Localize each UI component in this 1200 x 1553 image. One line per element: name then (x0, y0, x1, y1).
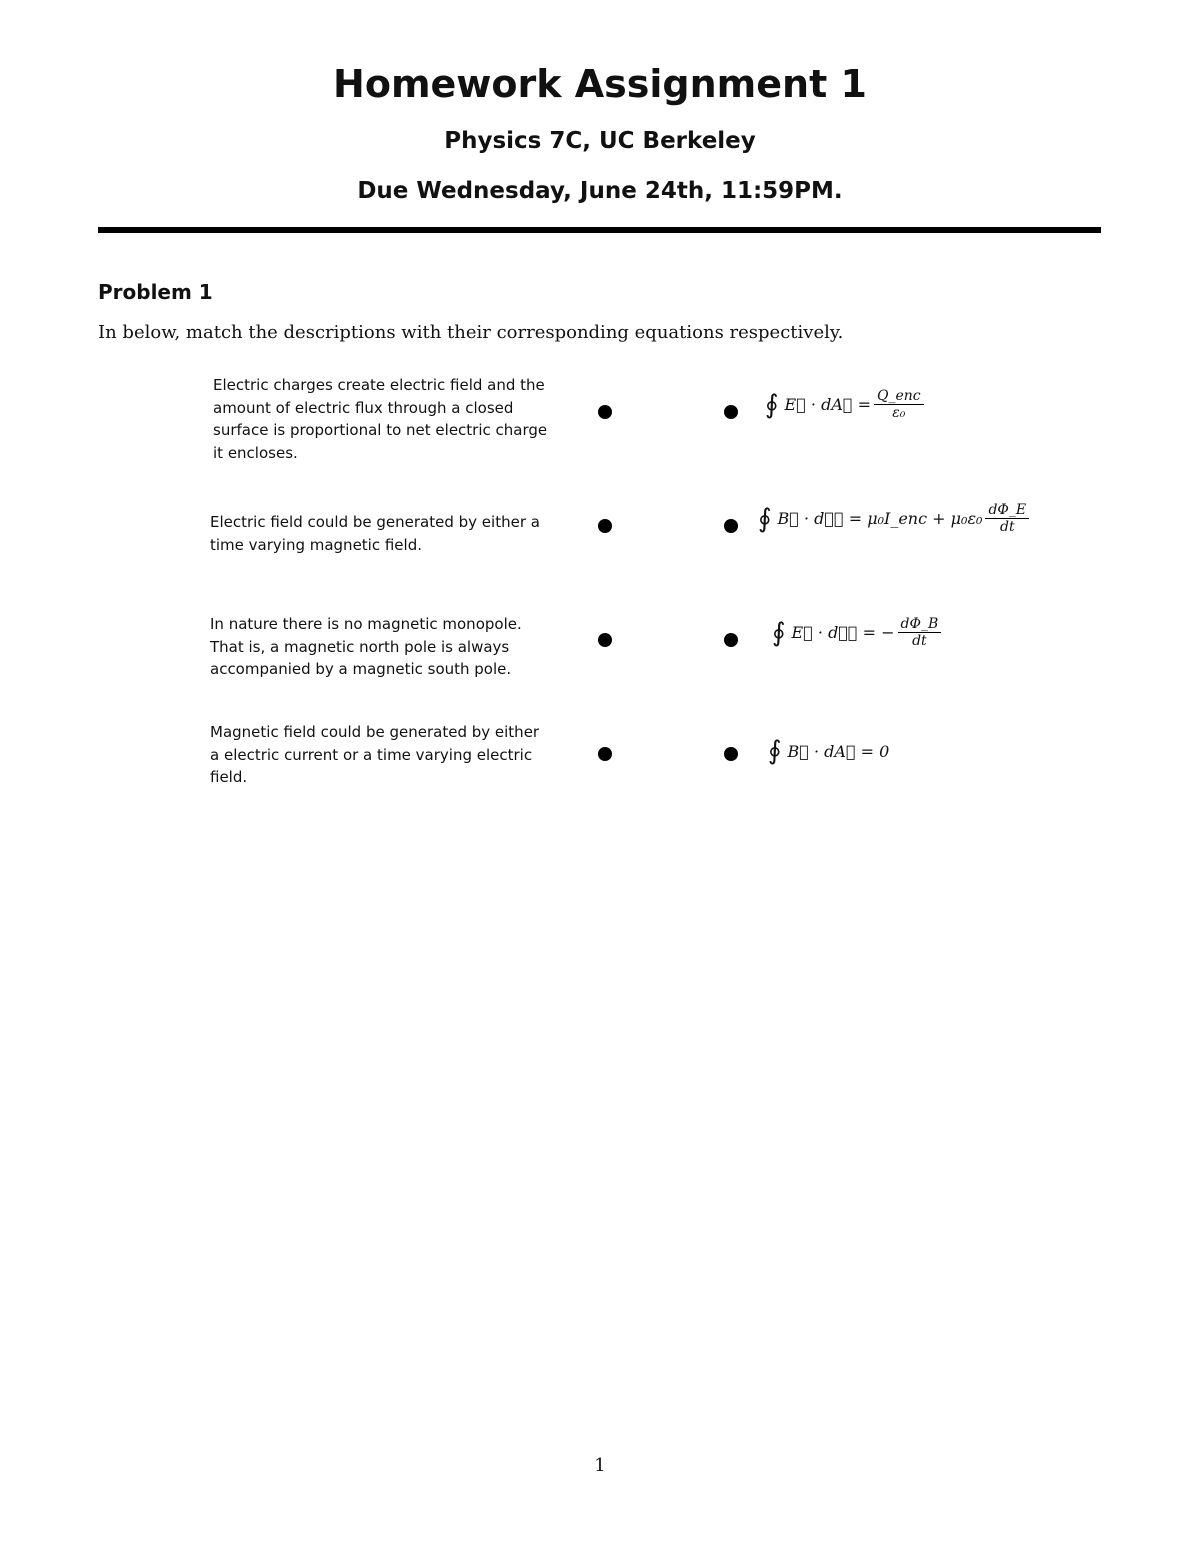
fraction (874, 388, 924, 421)
equation-ampere-maxwell (758, 502, 1032, 535)
contour-integral-icon: ∮ (772, 617, 786, 648)
problem-heading: Problem 1 (98, 280, 213, 304)
numerator: Q_enc (874, 388, 924, 405)
course-subtitle: Physics 7C, UC Berkeley (444, 128, 756, 154)
description-4: Magnetic field could be generated by either a electric current or a time varying electric field. (210, 723, 540, 786)
equation-gauss-electric (765, 388, 927, 421)
equation-gauss-magnetic (768, 736, 889, 766)
header-divider (98, 227, 1101, 233)
left-match-dot-2[interactable] (598, 519, 612, 533)
numerator: dΦ_E (985, 502, 1029, 519)
denominator: ε₀ (892, 405, 906, 421)
left-match-dot-4[interactable] (598, 747, 612, 761)
contour-integral-icon: ∮ (765, 389, 779, 420)
right-match-dot-3[interactable] (724, 633, 738, 647)
numerator: dΦ_B (898, 616, 942, 633)
problem-instruction: In below, match the descriptions with their corresponding equations respectively. (98, 322, 844, 343)
left-match-dot-3[interactable] (598, 633, 612, 647)
contour-integral-icon: ∮ (768, 736, 782, 766)
page-number: 1 (594, 1455, 606, 1476)
description-1: Electric charges create electric field and the amount of electric flux through a closed surface is proportional to net electric charge it encloses. (213, 376, 548, 462)
fraction (985, 502, 1029, 535)
fraction (898, 616, 942, 649)
equation-faraday (772, 616, 944, 649)
right-match-dot-4[interactable] (724, 747, 738, 761)
due-date: Due Wednesday, June 24th, 11:59PM. (357, 178, 843, 204)
denominator: dt (999, 519, 1015, 535)
equation-lhs: E⃗ · dℓ⃗ = − (791, 623, 895, 642)
right-match-dot-1[interactable] (724, 405, 738, 419)
equation-lhs: B⃗ · dℓ⃗ = μ₀I_enc + μ₀ε₀ (777, 509, 983, 528)
contour-integral-icon: ∮ (758, 503, 772, 534)
equation-lhs: B⃗ · dA⃗ = 0 (787, 741, 890, 761)
description-3: In nature there is no magnetic monopole. That is, a magnetic north pole is always accompanied by a magnetic south pole. (210, 615, 522, 678)
page-title: Homework Assignment 1 (333, 62, 867, 106)
description-2: Electric field could be generated by either a time varying magnetic field. (210, 513, 540, 554)
right-match-dot-2[interactable] (724, 519, 738, 533)
denominator: dt (912, 633, 927, 649)
equation-lhs: E⃗ · dA⃗ = (784, 395, 871, 414)
left-match-dot-1[interactable] (598, 405, 612, 419)
